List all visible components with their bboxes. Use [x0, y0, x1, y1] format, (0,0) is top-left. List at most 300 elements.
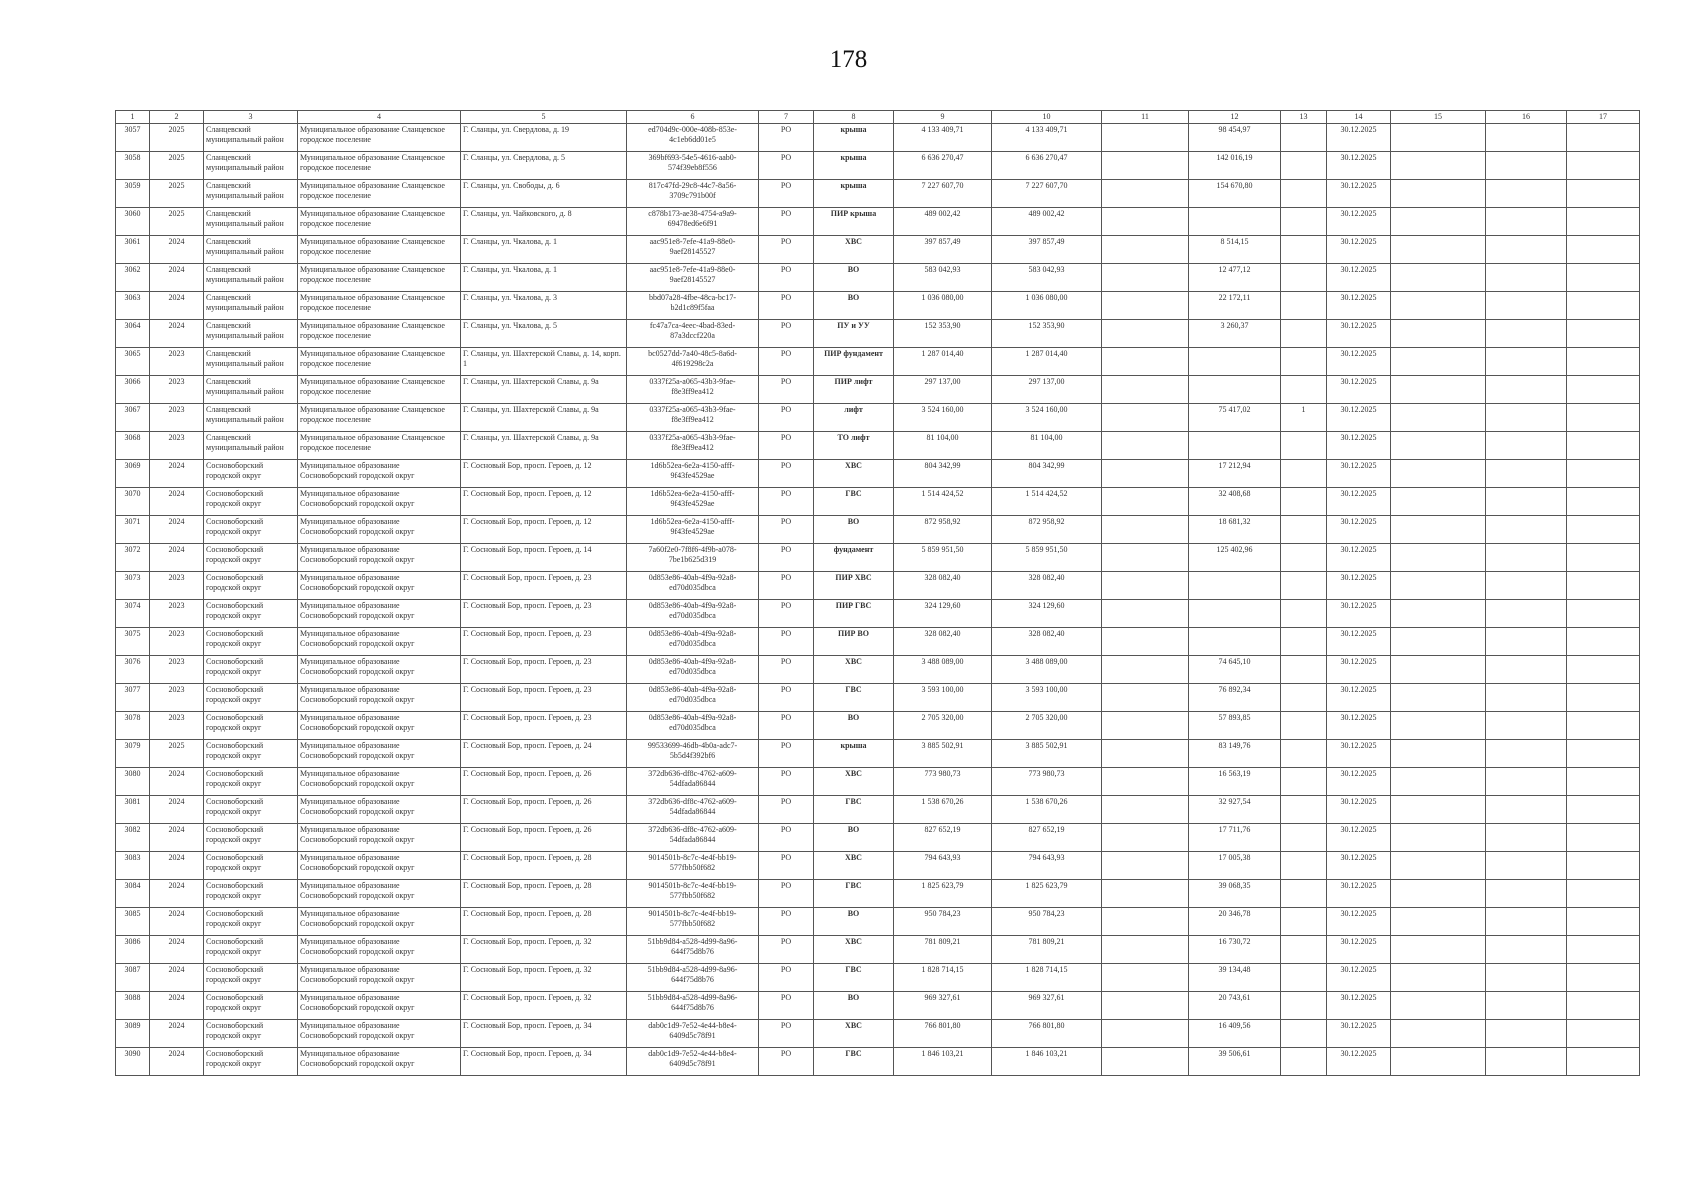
cell-col-13: [1281, 544, 1327, 572]
cell-program: РО: [759, 768, 814, 796]
cell-district: Сланцевский муниципальный район: [204, 404, 298, 432]
cell-col-15: [1391, 740, 1486, 768]
cell-col-13: [1281, 460, 1327, 488]
cell-house-guid: 0d853e86-40ab-4f9a-92a8-ed70d035dbca: [627, 684, 759, 712]
cell-col-16: [1486, 460, 1567, 488]
column-header-16: 16: [1486, 111, 1567, 124]
cell-district: Сланцевский муниципальный район: [204, 180, 298, 208]
cell-deadline: 30.12.2025: [1327, 628, 1391, 656]
cell-fund-cost: 397 857,49: [992, 236, 1102, 264]
cell-col-13: [1281, 124, 1327, 152]
cell-district: Сланцевский муниципальный район: [204, 320, 298, 348]
cell-col-11: [1102, 964, 1189, 992]
cell-col-15: [1391, 852, 1486, 880]
column-header-13: 13: [1281, 111, 1327, 124]
cell-deadline: 30.12.2025: [1327, 712, 1391, 740]
cell-house-guid: 0d853e86-40ab-4f9a-92a8-ed70d035dbca: [627, 600, 759, 628]
cell-col-17: [1567, 712, 1640, 740]
cell-col-11: [1102, 768, 1189, 796]
cell-year: 2024: [150, 1020, 204, 1048]
cell-col-16: [1486, 432, 1567, 460]
cell-fund-cost: 781 809,21: [992, 936, 1102, 964]
cell-col-17: [1567, 964, 1640, 992]
cell-total-cost: 5 859 951,50: [894, 544, 992, 572]
column-header-2: 2: [150, 111, 204, 124]
cell-year: 2024: [150, 488, 204, 516]
cell-work-type: крыша: [814, 152, 894, 180]
cell-deadline: 30.12.2025: [1327, 656, 1391, 684]
cell-row-number: 3067: [116, 404, 150, 432]
cell-municipality: Муниципальное образование Сланцевское городское поселение: [298, 320, 461, 348]
cell-address: Г. Сланцы, ул. Шахтерской Славы, д. 9а: [461, 376, 627, 404]
cell-col-11: [1102, 180, 1189, 208]
cell-fund-cost: 489 002,42: [992, 208, 1102, 236]
cell-house-guid: dab0c1d9-7e52-4e44-b8e4-6409d5c78f91: [627, 1048, 759, 1076]
cell-col-16: [1486, 572, 1567, 600]
cell-col-13: [1281, 600, 1327, 628]
table-row: [116, 516, 1640, 544]
cell-col-15: [1391, 236, 1486, 264]
cell-year: 2025: [150, 208, 204, 236]
cell-district: Сосновоборский городской округ: [204, 656, 298, 684]
cell-row-number: 3075: [116, 628, 150, 656]
cell-work-type: ПИР ГВС: [814, 600, 894, 628]
cell-col-15: [1391, 488, 1486, 516]
cell-total-cost: 3 593 100,00: [894, 684, 992, 712]
cell-year: 2024: [150, 796, 204, 824]
cell-district: Сосновоборский городской округ: [204, 1048, 298, 1076]
cell-col-13: [1281, 348, 1327, 376]
cell-year: 2025: [150, 152, 204, 180]
cell-year: 2024: [150, 516, 204, 544]
cell-work-type: ХВС: [814, 460, 894, 488]
cell-col-15: [1391, 432, 1486, 460]
cell-col-15: [1391, 880, 1486, 908]
cell-house-guid: 9014501b-8c7c-4e4f-bb19-577fbb50f682: [627, 880, 759, 908]
cell-work-type: ГВС: [814, 796, 894, 824]
cell-deadline: 30.12.2025: [1327, 208, 1391, 236]
cell-district: Сланцевский муниципальный район: [204, 264, 298, 292]
cell-work-type: лифт: [814, 404, 894, 432]
cell-work-type: ПИР ВО: [814, 628, 894, 656]
cell-total-cost: 804 342,99: [894, 460, 992, 488]
cell-district: Сосновоборский городской округ: [204, 488, 298, 516]
table-row: [116, 824, 1640, 852]
cell-col-17: [1567, 516, 1640, 544]
cell-deadline: 30.12.2025: [1327, 992, 1391, 1020]
cell-deadline: 30.12.2025: [1327, 852, 1391, 880]
cell-col-16: [1486, 236, 1567, 264]
cell-house-guid: 51bb9d84-a528-4d99-8a96-644f75d8b76: [627, 964, 759, 992]
cell-municipality: Муниципальное образование Сланцевское городское поселение: [298, 404, 461, 432]
cell-work-type: ХВС: [814, 1020, 894, 1048]
cell-col-15: [1391, 1048, 1486, 1076]
cell-program: РО: [759, 152, 814, 180]
cell-year: 2024: [150, 992, 204, 1020]
table-row: [116, 292, 1640, 320]
cell-col-12: 22 172,11: [1189, 292, 1281, 320]
cell-col-17: [1567, 152, 1640, 180]
cell-program: РО: [759, 712, 814, 740]
table-header: [116, 111, 1640, 124]
cell-col-12: 16 563,19: [1189, 768, 1281, 796]
cell-col-15: [1391, 180, 1486, 208]
cell-address: Г. Сосновый Бор, просп. Героев, д. 26: [461, 796, 627, 824]
cell-col-11: [1102, 348, 1189, 376]
cell-work-type: ВО: [814, 824, 894, 852]
cell-deadline: 30.12.2025: [1327, 572, 1391, 600]
cell-program: РО: [759, 684, 814, 712]
cell-total-cost: 827 652,19: [894, 824, 992, 852]
cell-deadline: 30.12.2025: [1327, 1048, 1391, 1076]
cell-col-13: [1281, 628, 1327, 656]
cell-work-type: ПИР крыша: [814, 208, 894, 236]
cell-fund-cost: 4 133 409,71: [992, 124, 1102, 152]
cell-deadline: 30.12.2025: [1327, 432, 1391, 460]
cell-col-17: [1567, 404, 1640, 432]
cell-col-11: [1102, 152, 1189, 180]
cell-col-16: [1486, 684, 1567, 712]
cell-col-17: [1567, 628, 1640, 656]
cell-fund-cost: 328 082,40: [992, 572, 1102, 600]
cell-work-type: ХВС: [814, 656, 894, 684]
cell-col-12: [1189, 628, 1281, 656]
cell-program: РО: [759, 544, 814, 572]
table-row: [116, 432, 1640, 460]
cell-total-cost: 1 828 714,15: [894, 964, 992, 992]
cell-district: Сосновоборский городской округ: [204, 908, 298, 936]
cell-municipality: Муниципальное образование Сосновоборский городской округ: [298, 460, 461, 488]
table-row: [116, 936, 1640, 964]
cell-col-17: [1567, 236, 1640, 264]
cell-deadline: 30.12.2025: [1327, 768, 1391, 796]
cell-municipality: Муниципальное образование Сосновоборский городской округ: [298, 824, 461, 852]
table-row: [116, 320, 1640, 348]
cell-row-number: 3071: [116, 516, 150, 544]
cell-col-12: 8 514,15: [1189, 236, 1281, 264]
cell-work-type: ВО: [814, 292, 894, 320]
table-row: [116, 964, 1640, 992]
cell-total-cost: 7 227 607,70: [894, 180, 992, 208]
cell-deadline: 30.12.2025: [1327, 740, 1391, 768]
cell-address: Г. Сланцы, ул. Шахтерской Славы, д. 14, корп. 1: [461, 348, 627, 376]
cell-work-type: ВО: [814, 712, 894, 740]
cell-row-number: 3062: [116, 264, 150, 292]
cell-district: Сосновоборский городской округ: [204, 544, 298, 572]
cell-col-16: [1486, 824, 1567, 852]
cell-year: 2024: [150, 292, 204, 320]
cell-deadline: 30.12.2025: [1327, 600, 1391, 628]
cell-house-guid: 0d853e86-40ab-4f9a-92a8-ed70d035dbca: [627, 712, 759, 740]
cell-col-16: [1486, 1020, 1567, 1048]
cell-col-13: [1281, 712, 1327, 740]
cell-work-type: ХВС: [814, 852, 894, 880]
cell-deadline: 30.12.2025: [1327, 404, 1391, 432]
cell-house-guid: bbd07a28-4fbe-48ca-bc17-b2d1c89f5faa: [627, 292, 759, 320]
cell-year: 2024: [150, 936, 204, 964]
cell-col-17: [1567, 264, 1640, 292]
cell-row-number: 3069: [116, 460, 150, 488]
cell-col-11: [1102, 908, 1189, 936]
cell-house-guid: 7a60f2e0-7f8f6-4f9b-a078-7be1b625d319: [627, 544, 759, 572]
cell-address: Г. Сосновый Бор, просп. Героев, д. 28: [461, 880, 627, 908]
cell-year: 2023: [150, 404, 204, 432]
cell-house-guid: 0337f25a-a065-43b3-9fae-f8e3ff9ea412: [627, 432, 759, 460]
cell-work-type: ГВС: [814, 488, 894, 516]
cell-col-13: [1281, 152, 1327, 180]
cell-total-cost: 324 129,60: [894, 600, 992, 628]
cell-work-type: ТО лифт: [814, 432, 894, 460]
cell-fund-cost: 3 593 100,00: [992, 684, 1102, 712]
cell-district: Сосновоборский городской округ: [204, 852, 298, 880]
cell-col-15: [1391, 264, 1486, 292]
cell-deadline: 30.12.2025: [1327, 124, 1391, 152]
cell-col-16: [1486, 152, 1567, 180]
cell-col-13: [1281, 852, 1327, 880]
cell-col-12: 17 212,94: [1189, 460, 1281, 488]
table-row: [116, 796, 1640, 824]
cell-row-number: 3082: [116, 824, 150, 852]
cell-total-cost: 4 133 409,71: [894, 124, 992, 152]
cell-row-number: 3065: [116, 348, 150, 376]
cell-program: РО: [759, 572, 814, 600]
cell-municipality: Муниципальное образование Сланцевское городское поселение: [298, 292, 461, 320]
cell-address: Г. Сланцы, ул. Чайковского, д. 8: [461, 208, 627, 236]
cell-work-type: ПИР фундамент: [814, 348, 894, 376]
cell-col-13: [1281, 1020, 1327, 1048]
cell-house-guid: 0d853e86-40ab-4f9a-92a8-ed70d035dbca: [627, 656, 759, 684]
cell-program: РО: [759, 824, 814, 852]
cell-col-11: [1102, 992, 1189, 1020]
cell-col-12: 142 016,19: [1189, 152, 1281, 180]
cell-municipality: Муниципальное образование Сосновоборский городской округ: [298, 516, 461, 544]
cell-house-guid: 372db636-df8c-4762-a609-54dfada86844: [627, 824, 759, 852]
cell-col-11: [1102, 740, 1189, 768]
cell-col-17: [1567, 796, 1640, 824]
cell-deadline: 30.12.2025: [1327, 936, 1391, 964]
cell-district: Сланцевский муниципальный район: [204, 432, 298, 460]
cell-municipality: Муниципальное образование Сосновоборский городской округ: [298, 768, 461, 796]
cell-total-cost: 328 082,40: [894, 628, 992, 656]
cell-col-15: [1391, 376, 1486, 404]
cell-col-12: 76 892,34: [1189, 684, 1281, 712]
cell-col-11: [1102, 432, 1189, 460]
cell-program: РО: [759, 460, 814, 488]
cell-deadline: 30.12.2025: [1327, 796, 1391, 824]
cell-col-16: [1486, 852, 1567, 880]
cell-col-13: [1281, 320, 1327, 348]
cell-program: РО: [759, 628, 814, 656]
cell-program: РО: [759, 796, 814, 824]
cell-deadline: 30.12.2025: [1327, 824, 1391, 852]
table-row: [116, 600, 1640, 628]
cell-col-17: [1567, 208, 1640, 236]
cell-house-guid: fc47a7ca-4eec-4bad-83ed-87a3dccf220a: [627, 320, 759, 348]
cell-program: РО: [759, 516, 814, 544]
cell-municipality: Муниципальное образование Сосновоборский городской округ: [298, 740, 461, 768]
cell-address: Г. Сосновый Бор, просп. Героев, д. 24: [461, 740, 627, 768]
cell-col-16: [1486, 768, 1567, 796]
cell-col-12: 17 005,38: [1189, 852, 1281, 880]
cell-municipality: Муниципальное образование Сосновоборский городской округ: [298, 712, 461, 740]
cell-col-13: [1281, 516, 1327, 544]
cell-col-16: [1486, 124, 1567, 152]
cell-col-16: [1486, 964, 1567, 992]
cell-address: Г. Сосновый Бор, просп. Героев, д. 32: [461, 992, 627, 1020]
cell-col-13: [1281, 824, 1327, 852]
cell-col-15: [1391, 404, 1486, 432]
cell-row-number: 3076: [116, 656, 150, 684]
cell-col-17: [1567, 124, 1640, 152]
table-row: [116, 740, 1640, 768]
cell-col-12: 18 681,32: [1189, 516, 1281, 544]
cell-col-16: [1486, 796, 1567, 824]
cell-col-11: [1102, 712, 1189, 740]
cell-district: Сланцевский муниципальный район: [204, 376, 298, 404]
cell-year: 2025: [150, 740, 204, 768]
cell-col-13: [1281, 1048, 1327, 1076]
cell-year: 2023: [150, 600, 204, 628]
cell-municipality: Муниципальное образование Сосновоборский городской округ: [298, 656, 461, 684]
cell-year: 2023: [150, 376, 204, 404]
cell-district: Сланцевский муниципальный район: [204, 348, 298, 376]
cell-deadline: 30.12.2025: [1327, 908, 1391, 936]
cell-col-13: [1281, 264, 1327, 292]
cell-municipality: Муниципальное образование Сосновоборский городской округ: [298, 964, 461, 992]
cell-house-guid: 51bb9d84-a528-4d99-8a96-644f75d8b76: [627, 992, 759, 1020]
cell-col-15: [1391, 292, 1486, 320]
cell-fund-cost: 583 042,93: [992, 264, 1102, 292]
cell-municipality: Муниципальное образование Сосновоборский городской округ: [298, 488, 461, 516]
cell-house-guid: 9014501b-8c7c-4e4f-bb19-577fbb50f682: [627, 908, 759, 936]
cell-col-17: [1567, 600, 1640, 628]
cell-deadline: 30.12.2025: [1327, 1020, 1391, 1048]
cell-municipality: Муниципальное образование Сосновоборский городской округ: [298, 908, 461, 936]
cell-district: Сосновоборский городской округ: [204, 740, 298, 768]
column-header-17: 17: [1567, 111, 1640, 124]
cell-col-12: [1189, 600, 1281, 628]
cell-municipality: Муниципальное образование Сосновоборский городской округ: [298, 684, 461, 712]
cell-col-15: [1391, 712, 1486, 740]
cell-municipality: Муниципальное образование Сланцевское городское поселение: [298, 152, 461, 180]
cell-col-16: [1486, 628, 1567, 656]
column-header-6: 6: [627, 111, 759, 124]
cell-row-number: 3057: [116, 124, 150, 152]
cell-col-12: 16 730,72: [1189, 936, 1281, 964]
table-row: [116, 768, 1640, 796]
cell-col-16: [1486, 880, 1567, 908]
cell-total-cost: 152 353,90: [894, 320, 992, 348]
table-row: [116, 208, 1640, 236]
cell-fund-cost: 804 342,99: [992, 460, 1102, 488]
cell-district: Сосновоборский городской округ: [204, 628, 298, 656]
cell-program: РО: [759, 936, 814, 964]
cell-municipality: Муниципальное образование Сланцевское городское поселение: [298, 208, 461, 236]
cell-total-cost: 583 042,93: [894, 264, 992, 292]
cell-col-15: [1391, 936, 1486, 964]
table-row: [116, 908, 1640, 936]
cell-col-11: [1102, 628, 1189, 656]
cell-municipality: Муниципальное образование Сосновоборский городской округ: [298, 544, 461, 572]
cell-row-number: 3077: [116, 684, 150, 712]
cell-municipality: Муниципальное образование Сосновоборский городской округ: [298, 992, 461, 1020]
cell-municipality: Муниципальное образование Сланцевское городское поселение: [298, 236, 461, 264]
cell-year: 2024: [150, 460, 204, 488]
cell-address: Г. Сланцы, ул. Шахтерской Славы, д. 9а: [461, 404, 627, 432]
cell-work-type: ХВС: [814, 936, 894, 964]
cell-work-type: ПУ и УУ: [814, 320, 894, 348]
cell-col-12: 3 260,37: [1189, 320, 1281, 348]
cell-col-12: 75 417,02: [1189, 404, 1281, 432]
table-row: [116, 1020, 1640, 1048]
cell-col-15: [1391, 320, 1486, 348]
cell-col-17: [1567, 544, 1640, 572]
cell-col-13: [1281, 656, 1327, 684]
table-row: [116, 348, 1640, 376]
cell-total-cost: 1 287 014,40: [894, 348, 992, 376]
cell-municipality: Муниципальное образование Сосновоборский городской округ: [298, 600, 461, 628]
cell-fund-cost: 969 327,61: [992, 992, 1102, 1020]
cell-municipality: Муниципальное образование Сосновоборский городской округ: [298, 628, 461, 656]
cell-col-15: [1391, 124, 1486, 152]
cell-municipality: Муниципальное образование Сланцевское городское поселение: [298, 124, 461, 152]
cell-col-12: 57 893,85: [1189, 712, 1281, 740]
cell-deadline: 30.12.2025: [1327, 264, 1391, 292]
cell-col-11: [1102, 404, 1189, 432]
cell-fund-cost: 827 652,19: [992, 824, 1102, 852]
cell-deadline: 30.12.2025: [1327, 964, 1391, 992]
cell-row-number: 3066: [116, 376, 150, 404]
cell-work-type: ПИР лифт: [814, 376, 894, 404]
cell-col-11: [1102, 796, 1189, 824]
cell-address: Г. Сланцы, ул. Свердлова, д. 19: [461, 124, 627, 152]
cell-row-number: 3060: [116, 208, 150, 236]
cell-total-cost: 950 784,23: [894, 908, 992, 936]
cell-col-17: [1567, 908, 1640, 936]
cell-col-13: [1281, 768, 1327, 796]
cell-col-13: [1281, 180, 1327, 208]
column-header-8: 8: [814, 111, 894, 124]
table-row: [116, 264, 1640, 292]
cell-col-12: 74 645,10: [1189, 656, 1281, 684]
cell-col-12: 154 670,80: [1189, 180, 1281, 208]
cell-address: Г. Сосновый Бор, просп. Героев, д. 23: [461, 628, 627, 656]
cell-col-15: [1391, 572, 1486, 600]
cell-district: Сосновоборский городской округ: [204, 712, 298, 740]
cell-col-11: [1102, 376, 1189, 404]
cell-col-17: [1567, 880, 1640, 908]
cell-col-16: [1486, 1048, 1567, 1076]
cell-district: Сосновоборский городской округ: [204, 600, 298, 628]
cell-address: Г. Сланцы, ул. Свердлова, д. 5: [461, 152, 627, 180]
cell-row-number: 3080: [116, 768, 150, 796]
cell-work-type: ГВС: [814, 880, 894, 908]
cell-fund-cost: 1 828 714,15: [992, 964, 1102, 992]
cell-deadline: 30.12.2025: [1327, 236, 1391, 264]
cell-col-15: [1391, 684, 1486, 712]
cell-col-15: [1391, 600, 1486, 628]
cell-row-number: 3078: [116, 712, 150, 740]
cell-row-number: 3061: [116, 236, 150, 264]
cell-deadline: 30.12.2025: [1327, 180, 1391, 208]
cell-col-16: [1486, 320, 1567, 348]
cell-year: 2024: [150, 264, 204, 292]
cell-fund-cost: 794 643,93: [992, 852, 1102, 880]
cell-total-cost: 1 846 103,21: [894, 1048, 992, 1076]
column-header-10: 10: [992, 111, 1102, 124]
cell-col-13: 1: [1281, 404, 1327, 432]
cell-work-type: ГВС: [814, 1048, 894, 1076]
